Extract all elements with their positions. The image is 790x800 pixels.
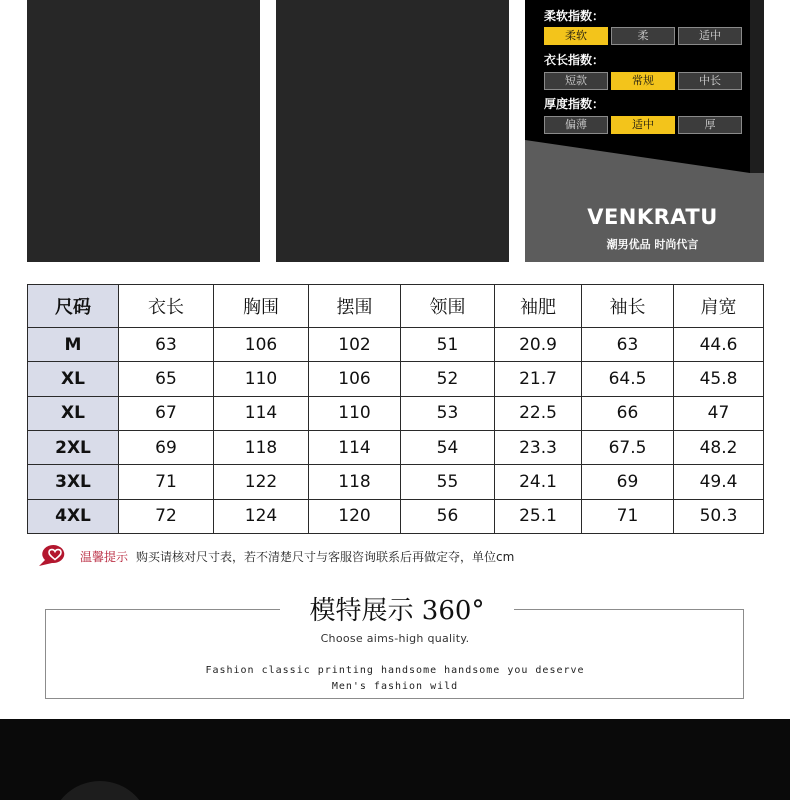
cell-sleeve-width: 22.5 <box>495 396 582 430</box>
cell-collar: 56 <box>401 499 495 533</box>
size-chart-table <box>27 284 764 534</box>
warm-tip <box>36 543 514 569</box>
cell-chest: 124 <box>214 499 309 533</box>
size-table-body <box>28 328 764 534</box>
cell-hem: 118 <box>309 465 401 499</box>
cell-chest: 114 <box>214 396 309 430</box>
tip-title: 温馨提示 <box>80 549 129 564</box>
softness-options <box>544 27 745 45</box>
cell-size: M <box>28 328 119 362</box>
cell-chest: 122 <box>214 465 309 499</box>
cell-size: 3XL <box>28 465 119 499</box>
softness-option-2: 柔 <box>611 27 675 45</box>
cell-collar: 53 <box>401 396 495 430</box>
thickness-option-2: 适中 <box>611 116 675 134</box>
length-option-3: 中长 <box>678 72 742 90</box>
cell-shoulder: 45.8 <box>674 362 764 396</box>
cell-sleeve-width: 24.1 <box>495 465 582 499</box>
cell-sleeve-width: 20.9 <box>495 328 582 362</box>
softness-label: 柔软指数： <box>544 9 605 23</box>
cell-shoulder: 44.6 <box>674 328 764 362</box>
tip-text: 购买请核对尺寸表，若不清楚尺寸与客服咨询联系后再做定夺，单位cm <box>136 549 515 564</box>
header-size: 尺码 <box>28 285 119 328</box>
length-label: 衣长指数： <box>544 53 605 67</box>
softness-option-1: 柔软 <box>544 27 608 45</box>
model-showcase-title: 模特展示 360° <box>309 596 485 626</box>
size-table-header-row <box>28 285 764 328</box>
cell-length: 72 <box>119 499 214 533</box>
product-photo-middle <box>276 0 509 262</box>
cell-hem: 102 <box>309 328 401 362</box>
cell-sleeve-width: 21.7 <box>495 362 582 396</box>
cell-length: 65 <box>119 362 214 396</box>
cell-collar: 51 <box>401 328 495 362</box>
cell-hem: 120 <box>309 499 401 533</box>
header-length: 衣长 <box>119 285 214 328</box>
model-showcase-subtitle: Choose aims-high quality. <box>320 632 470 645</box>
table-row <box>28 362 764 396</box>
table-row <box>28 465 764 499</box>
cell-hem: 110 <box>309 396 401 430</box>
table-row <box>28 396 764 430</box>
softness-option-3: 适中 <box>678 27 742 45</box>
frame-top-right-line <box>514 609 744 610</box>
length-option-2: 常规 <box>611 72 675 90</box>
header-sleeve-width: 袖肥 <box>495 285 582 328</box>
thickness-label: 厚度指数： <box>544 97 605 111</box>
cell-collar: 54 <box>401 430 495 464</box>
thickness-options <box>544 116 745 134</box>
cell-chest: 106 <box>214 328 309 362</box>
cell-chest: 118 <box>214 430 309 464</box>
cell-shoulder: 50.3 <box>674 499 764 533</box>
header-hem: 摆围 <box>309 285 401 328</box>
cell-shoulder: 48.2 <box>674 430 764 464</box>
length-option-1: 短款 <box>544 72 608 90</box>
cell-size: 4XL <box>28 499 119 533</box>
header-collar: 领围 <box>401 285 495 328</box>
cell-length: 71 <box>119 465 214 499</box>
cell-sleeve-length: 66 <box>582 396 674 430</box>
table-row <box>28 430 764 464</box>
table-row <box>28 328 764 362</box>
cell-sleeve-length: 63 <box>582 328 674 362</box>
header-shoulder: 肩宽 <box>674 285 764 328</box>
cell-length: 63 <box>119 328 214 362</box>
model-tagline-line-1: Fashion classic printing handsome handsome you deserve <box>205 665 585 676</box>
cell-collar: 52 <box>401 362 495 396</box>
bottom-photo-shape <box>50 781 150 800</box>
frame-top-left-line <box>45 609 280 610</box>
brand-name: VENKRATU <box>587 205 718 229</box>
heart-speech-icon <box>36 543 74 569</box>
cell-hem: 114 <box>309 430 401 464</box>
cell-sleeve-length: 67.5 <box>582 430 674 464</box>
cell-sleeve-length: 71 <box>582 499 674 533</box>
cell-size: XL <box>28 362 119 396</box>
cell-size: XL <box>28 396 119 430</box>
spec-index-panel <box>525 0 764 262</box>
cell-length: 67 <box>119 396 214 430</box>
cell-size: 2XL <box>28 430 119 464</box>
model-tagline-line-2: Men's fashion wild <box>331 681 459 692</box>
brand-slogan: 潮男优品 时尚代言 <box>606 238 699 251</box>
cell-sleeve-width: 23.3 <box>495 430 582 464</box>
cell-collar: 55 <box>401 465 495 499</box>
product-photo-left <box>27 0 260 262</box>
cell-sleeve-length: 69 <box>582 465 674 499</box>
cell-sleeve-length: 64.5 <box>582 362 674 396</box>
cell-shoulder: 49.4 <box>674 465 764 499</box>
header-chest: 胸围 <box>214 285 309 328</box>
table-row <box>28 499 764 533</box>
thickness-option-1: 偏薄 <box>544 116 608 134</box>
cell-length: 69 <box>119 430 214 464</box>
bottom-photo-band <box>0 719 790 800</box>
cell-sleeve-width: 25.1 <box>495 499 582 533</box>
cell-chest: 110 <box>214 362 309 396</box>
cell-shoulder: 47 <box>674 396 764 430</box>
cell-hem: 106 <box>309 362 401 396</box>
thickness-option-3: 厚 <box>678 116 742 134</box>
header-sleeve-length: 袖长 <box>582 285 674 328</box>
length-options <box>544 72 745 90</box>
